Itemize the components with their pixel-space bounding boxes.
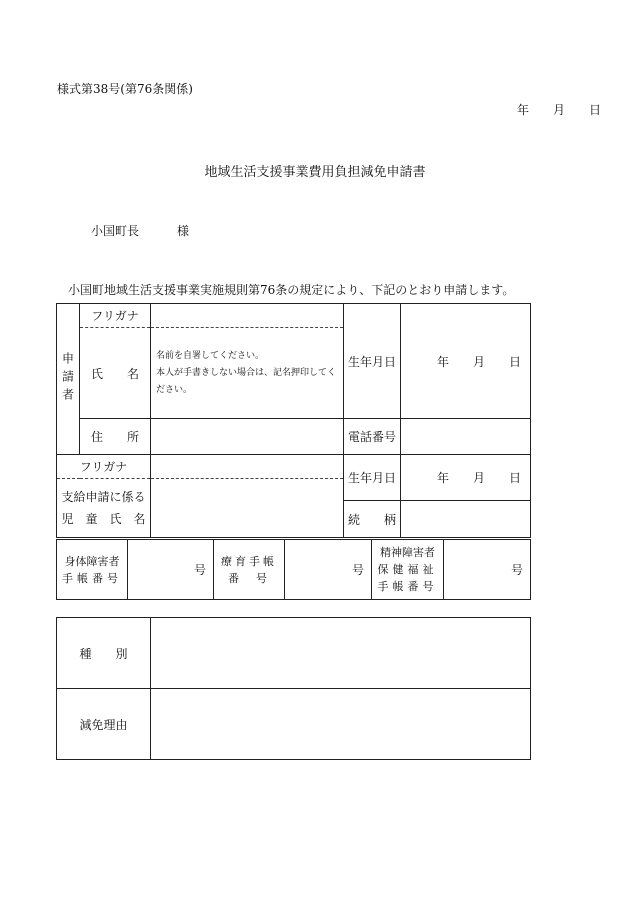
rehab-certificate-label: 療育手帳 番 号 <box>214 540 285 600</box>
name-signature-note: 名前を自署してください。 本人が手書きしない場合は、記名押印してく ださい。 <box>156 350 337 395</box>
reduction-table <box>56 617 531 760</box>
physical-certificate-field[interactable]: 号 <box>128 540 214 600</box>
addressee-name: 小国町長 <box>91 224 140 238</box>
applicant-furigana-label: フリガナ <box>80 304 151 328</box>
child-furigana-label: フリガナ <box>57 455 151 479</box>
reduction-reason-field[interactable] <box>151 689 531 760</box>
applicant-birth-label: 生年月日 <box>344 304 401 419</box>
child-name-field[interactable] <box>151 479 344 538</box>
applicant-address-field[interactable] <box>151 419 344 455</box>
applicant-address-label: 住 所 <box>80 419 151 455</box>
addressee-honorific: 様 <box>177 224 190 238</box>
addressee <box>91 222 189 239</box>
applicant-furigana-field[interactable] <box>151 304 344 328</box>
child-relation-label: 続 柄 <box>344 501 401 538</box>
applicant-name-label: 氏 名 <box>80 328 151 419</box>
intro-text: 小国町地域生活支援事業実施規則第76条の規定により、下記のとおり申請します。 <box>68 283 515 297</box>
reduction-type-field[interactable] <box>151 618 531 689</box>
applicant-phone-field[interactable] <box>401 419 531 455</box>
document-title: 地域生活支援事業費用負担減免申請書 <box>204 165 426 180</box>
child-birth-field[interactable]: 年 月 日 <box>401 455 531 501</box>
reduction-reason-label: 減免理由 <box>57 689 151 760</box>
physical-certificate-label: 身体障害者 手帳番号 <box>57 540 128 600</box>
child-furigana-field[interactable] <box>151 455 344 479</box>
applicant-phone-label: 電話番号 <box>344 419 401 455</box>
applicant-name-field[interactable] <box>151 328 344 419</box>
certificate-table <box>56 539 531 600</box>
mental-certificate-label: 精神障害者 保健福祉 手帳番号 <box>372 540 444 600</box>
rehab-certificate-field[interactable]: 号 <box>285 540 372 600</box>
mental-certificate-field[interactable]: 号 <box>444 540 531 600</box>
child-relation-field[interactable] <box>401 501 531 538</box>
applicant-birth-field[interactable]: 年 月 日 <box>401 304 531 419</box>
applicant-table <box>56 303 531 538</box>
child-birth-label: 生年月日 <box>344 455 401 501</box>
application-date: 年 月 日 <box>517 103 602 117</box>
applicant-section-label: 申請者 <box>57 304 80 455</box>
child-name-label: 支給申請に係る 児 童 氏 名 <box>57 479 151 538</box>
reduction-type-label: 種 別 <box>57 618 151 689</box>
form-number: 様式第38号(第76条関係) <box>57 82 193 96</box>
